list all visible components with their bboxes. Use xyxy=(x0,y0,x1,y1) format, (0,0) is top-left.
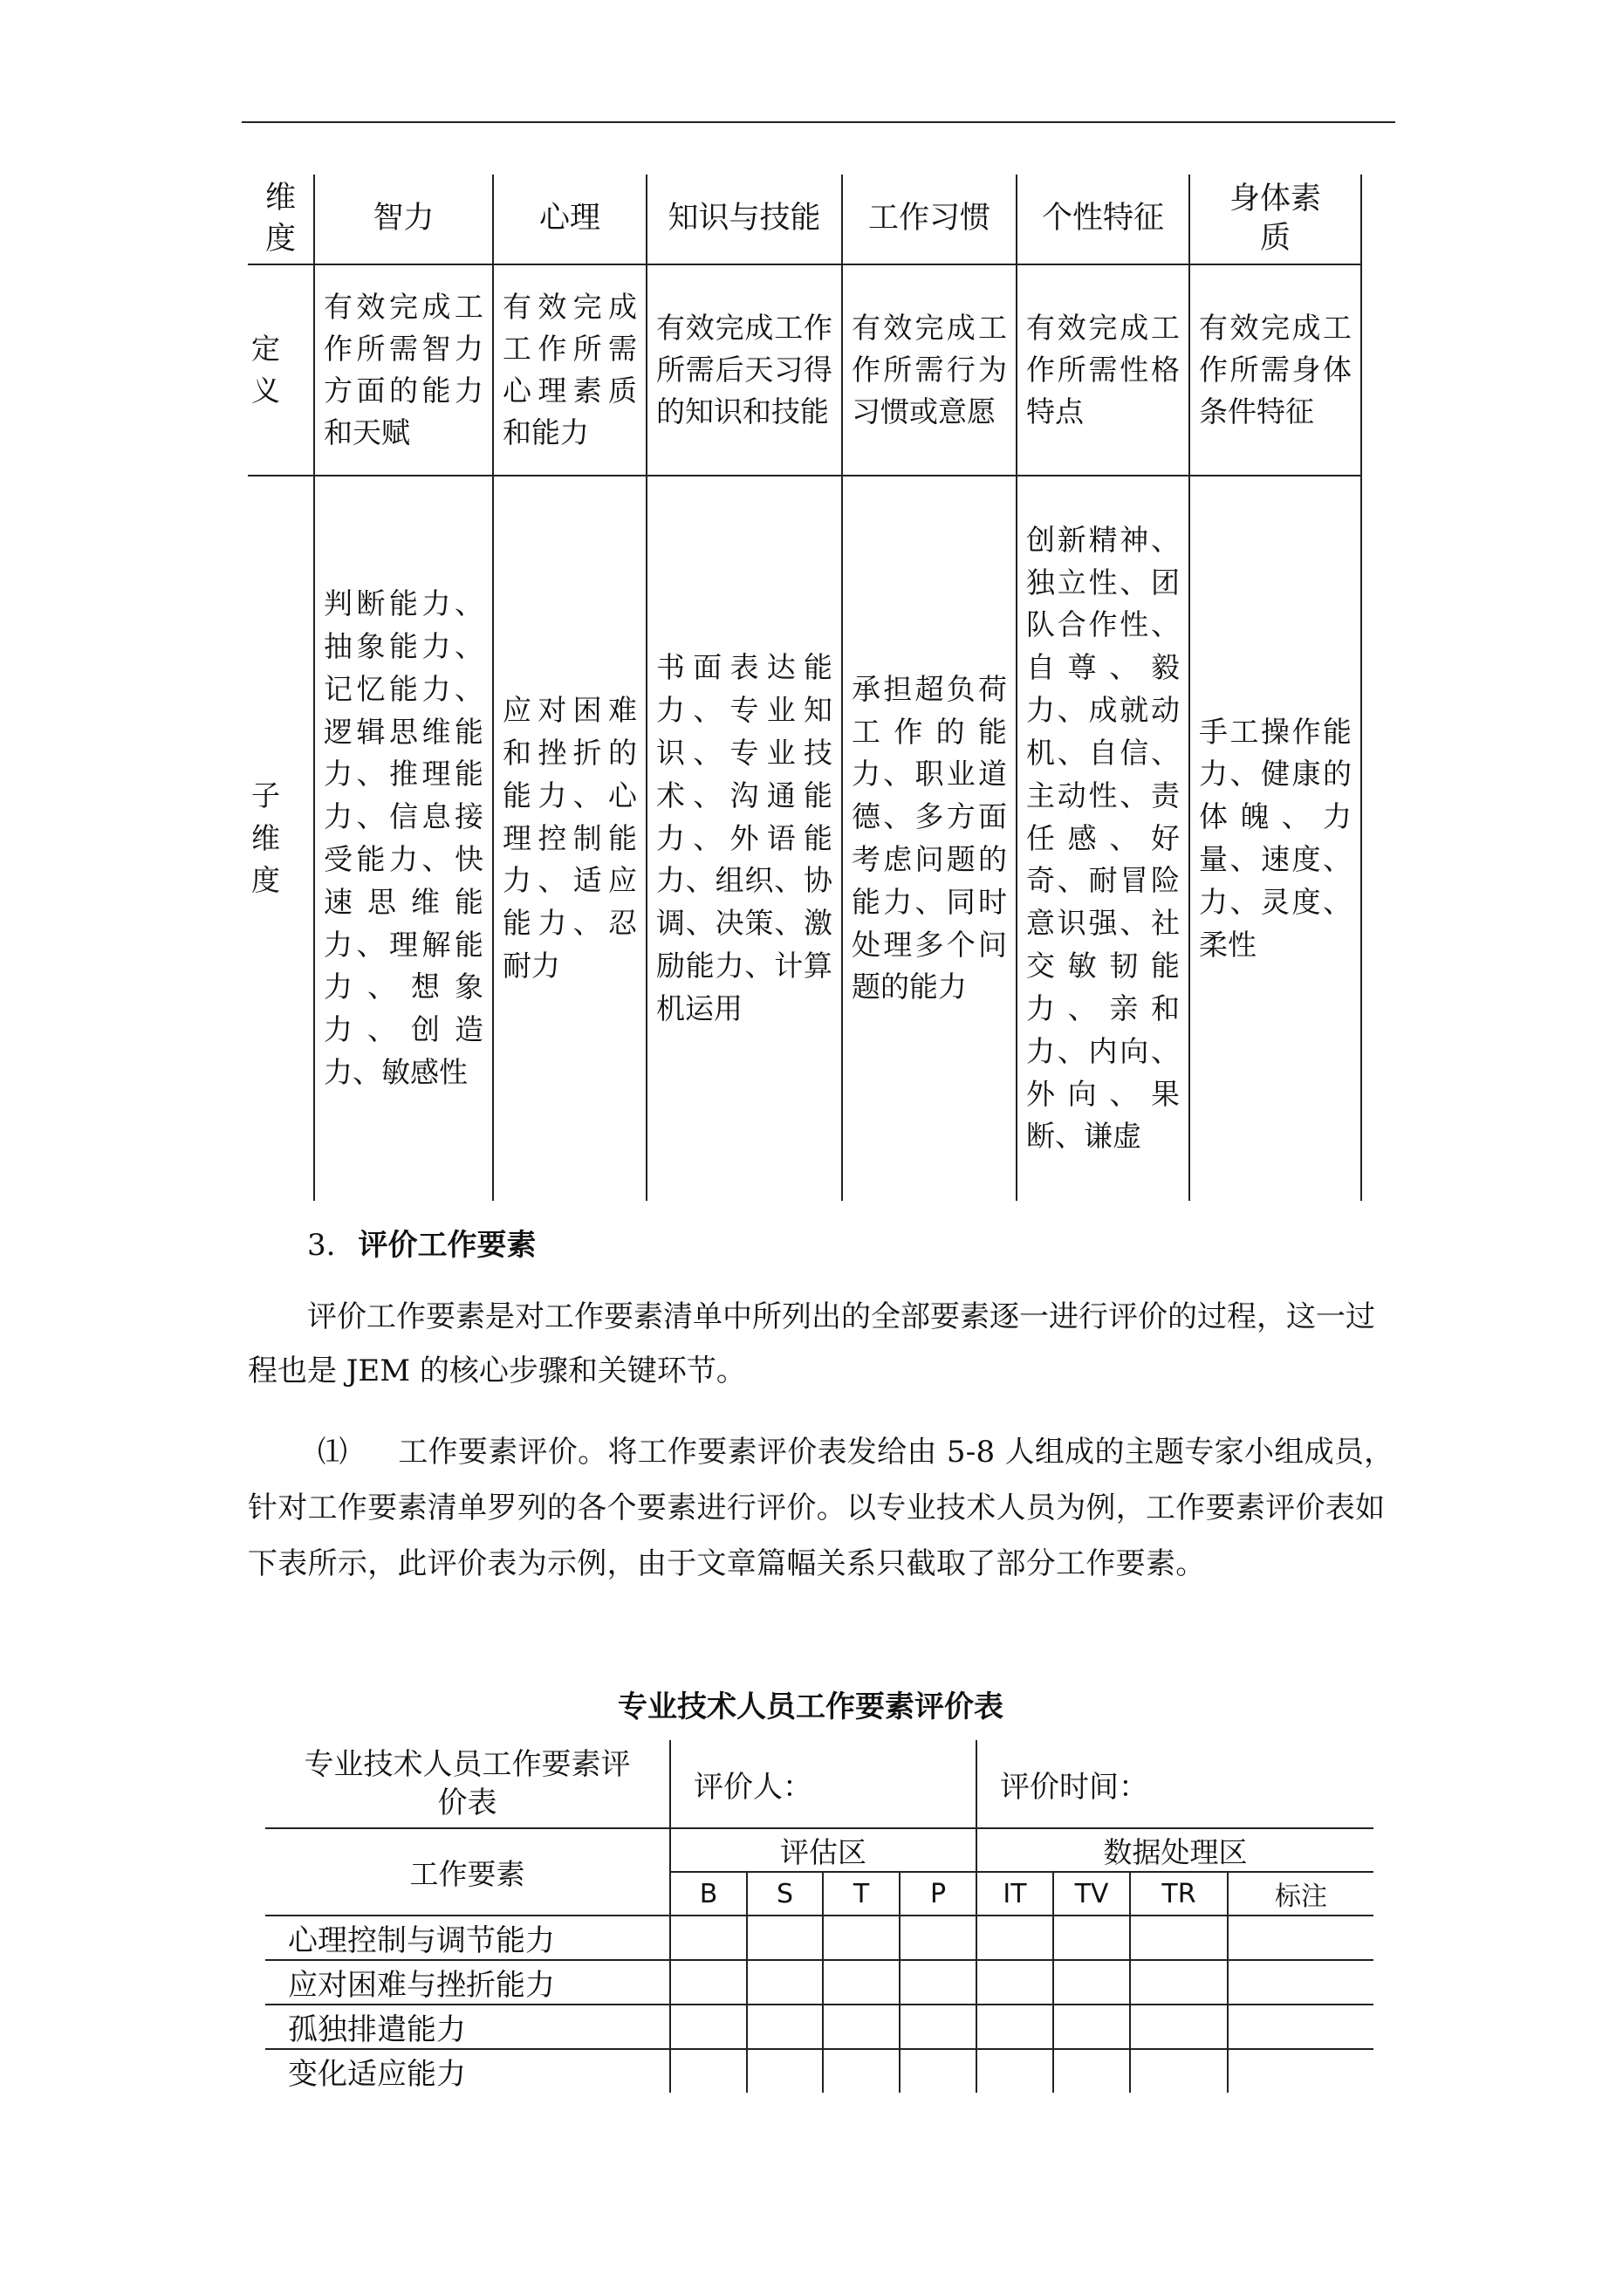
table-row xyxy=(265,1916,1373,1960)
evaluator-field: 评价人： xyxy=(670,1740,976,1828)
score-cell[interactable] xyxy=(823,2049,900,2093)
score-cell[interactable] xyxy=(900,2049,976,2093)
definition-cell: 有效完成工作所需后天习得的知识和技能 xyxy=(647,264,842,476)
score-cell[interactable] xyxy=(976,1960,1053,2005)
definition-cell: 有效完成工作所需心理素质和能力 xyxy=(493,264,647,476)
sub-dimension-cell: 应对困难和挫折的能力、心理控制能力、适应能力、忍耐力 xyxy=(493,476,647,1201)
eval-table-title-cell: 专业技术人员工作要素评 价表 xyxy=(265,1740,670,1828)
column-header-tr: TR xyxy=(1130,1872,1228,1916)
data-processing-zone-header: 数据处理区 xyxy=(976,1828,1373,1872)
paragraph-evaluation-text: 工作要素评价。将工作要素评价表发给由 5-8 人组成的主题专家小组成员，针对工作要素清单罗列的各个要素进行评价。以专业技术人员为例，工作要素评价表如下表所示，此评价表为示例，由于文章篇幅关系只截取了部分工作要素。 xyxy=(248,1435,1394,1581)
definition-cell: 有效完成工作所需行为习惯或意愿 xyxy=(842,264,1017,476)
work-element-name: 应对困难与挫折能力 xyxy=(265,1960,670,2005)
header-dimension: 维 度 xyxy=(248,175,314,264)
score-cell[interactable] xyxy=(1053,2049,1130,2093)
note-cell[interactable] xyxy=(1228,1960,1373,2005)
score-cell[interactable] xyxy=(900,1960,976,2005)
header-work-habits: 工作习惯 xyxy=(842,175,1017,264)
score-cell[interactable] xyxy=(1130,2049,1228,2093)
work-element-name: 心理控制与调节能力 xyxy=(265,1916,670,1960)
sub-dimension-row xyxy=(248,476,1361,1201)
header-psychology: 心理 xyxy=(493,175,647,264)
table-row xyxy=(265,2049,1373,2093)
sub-dimension-cell: 判断能力、抽象能力、记忆能力、逻辑思维能力、推理能力、信息接受能力、快速思维能力、理解能力、想象力、创造力、敏感性 xyxy=(314,476,493,1201)
header-knowledge-skills: 知识与技能 xyxy=(647,175,842,264)
sub-dimension-row-label: 子 维 度 xyxy=(248,476,314,1201)
definition-cell: 有效完成工作所需身体条件特征 xyxy=(1189,264,1361,476)
column-header-b: B xyxy=(670,1872,747,1916)
table-row xyxy=(265,1960,1373,2005)
score-cell[interactable] xyxy=(823,1960,900,2005)
header-intelligence: 智力 xyxy=(314,175,493,264)
score-cell[interactable] xyxy=(823,2005,900,2049)
work-element-header: 工作要素 xyxy=(265,1828,670,1916)
work-element-name: 孤独排遣能力 xyxy=(265,2005,670,2049)
score-cell[interactable] xyxy=(976,2005,1053,2049)
assessment-zone-header: 评估区 xyxy=(670,1828,976,1872)
score-cell[interactable] xyxy=(670,1916,747,1960)
header-personality: 个性特征 xyxy=(1017,175,1189,264)
note-cell[interactable] xyxy=(1228,1916,1373,1960)
score-cell[interactable] xyxy=(747,2049,823,2093)
paragraph-evaluation xyxy=(248,1424,1396,1592)
definition-cell: 有效完成工作所需性格特点 xyxy=(1017,264,1189,476)
section-heading xyxy=(307,1223,536,1267)
score-cell[interactable] xyxy=(900,2005,976,2049)
header-physical: 身体素 质 xyxy=(1189,175,1361,264)
score-cell[interactable] xyxy=(823,1916,900,1960)
section-number: 3. xyxy=(307,1228,336,1263)
note-cell[interactable] xyxy=(1228,2049,1373,2093)
score-cell[interactable] xyxy=(1130,1960,1228,2005)
sub-dimension-cell: 创新精神、独立性、团队合作性、自尊、毅力、成就动机、自信、主动性、责任感、好奇、耐冒险意识强、社交敏韧能力、亲和力、内向、外向、果断、谦虚 xyxy=(1017,476,1189,1201)
column-header-tv: TV xyxy=(1053,1872,1130,1916)
eval-table-group-row xyxy=(265,1828,1373,1872)
score-cell[interactable] xyxy=(1130,2005,1228,2049)
paragraph-intro: 评价工作要素是对工作要素清单中所列出的全部要素逐一进行评价的过程，这一过程也是 JEM 的核心步骤和关键环节。 xyxy=(248,1299,1375,1388)
header-rule xyxy=(242,121,1395,123)
definition-row-label: 定 义 xyxy=(248,264,314,476)
sub-dimension-cell: 书面表达能力、专业知识、专业技术、沟通能力、外语能力、组织、协调、决策、激励能力、计算机运用 xyxy=(647,476,842,1201)
table-row xyxy=(265,2005,1373,2049)
score-cell[interactable] xyxy=(1130,1916,1228,1960)
score-cell[interactable] xyxy=(1053,1960,1130,2005)
evaluation-table xyxy=(265,1740,1373,2093)
dimension-table xyxy=(248,175,1362,1201)
score-cell[interactable] xyxy=(976,1916,1053,1960)
score-cell[interactable] xyxy=(670,2005,747,2049)
score-cell[interactable] xyxy=(1053,1916,1130,1960)
column-header-it: IT xyxy=(976,1872,1053,1916)
score-cell[interactable] xyxy=(747,1916,823,1960)
table-caption: 专业技术人员工作要素评价表 xyxy=(618,1689,1003,1724)
score-cell[interactable] xyxy=(747,1960,823,2005)
column-header-p: P xyxy=(900,1872,976,1916)
score-cell[interactable] xyxy=(976,2049,1053,2093)
section-title: 评价工作要素 xyxy=(358,1228,537,1263)
work-element-name: 变化适应能力 xyxy=(265,2049,670,2093)
score-cell[interactable] xyxy=(1053,2005,1130,2049)
score-cell[interactable] xyxy=(670,1960,747,2005)
column-header-s: S xyxy=(747,1872,823,1916)
column-header-t: T xyxy=(823,1872,900,1916)
score-cell[interactable] xyxy=(900,1916,976,1960)
dimension-table-header-row xyxy=(248,175,1361,264)
evaluation-time-field: 评价时间： xyxy=(976,1740,1373,1828)
note-cell[interactable] xyxy=(1228,2005,1373,2049)
list-marker: ⑴ xyxy=(318,1435,348,1470)
eval-table-title-row xyxy=(265,1740,1373,1828)
definition-cell: 有效完成工作所需智力方面的能力和天赋 xyxy=(314,264,493,476)
score-cell[interactable] xyxy=(747,2005,823,2049)
definition-row xyxy=(248,264,1361,476)
sub-dimension-cell: 手工操作能力、健康的体魄、力量、速度、力、灵度、柔性 xyxy=(1189,476,1361,1201)
sub-dimension-cell: 承担超负荷工作的能力、职业道德、多方面考虑问题的能力、同时处理多个问题的能力 xyxy=(842,476,1017,1201)
column-header-note: 标注 xyxy=(1228,1872,1373,1916)
score-cell[interactable] xyxy=(670,2049,747,2093)
